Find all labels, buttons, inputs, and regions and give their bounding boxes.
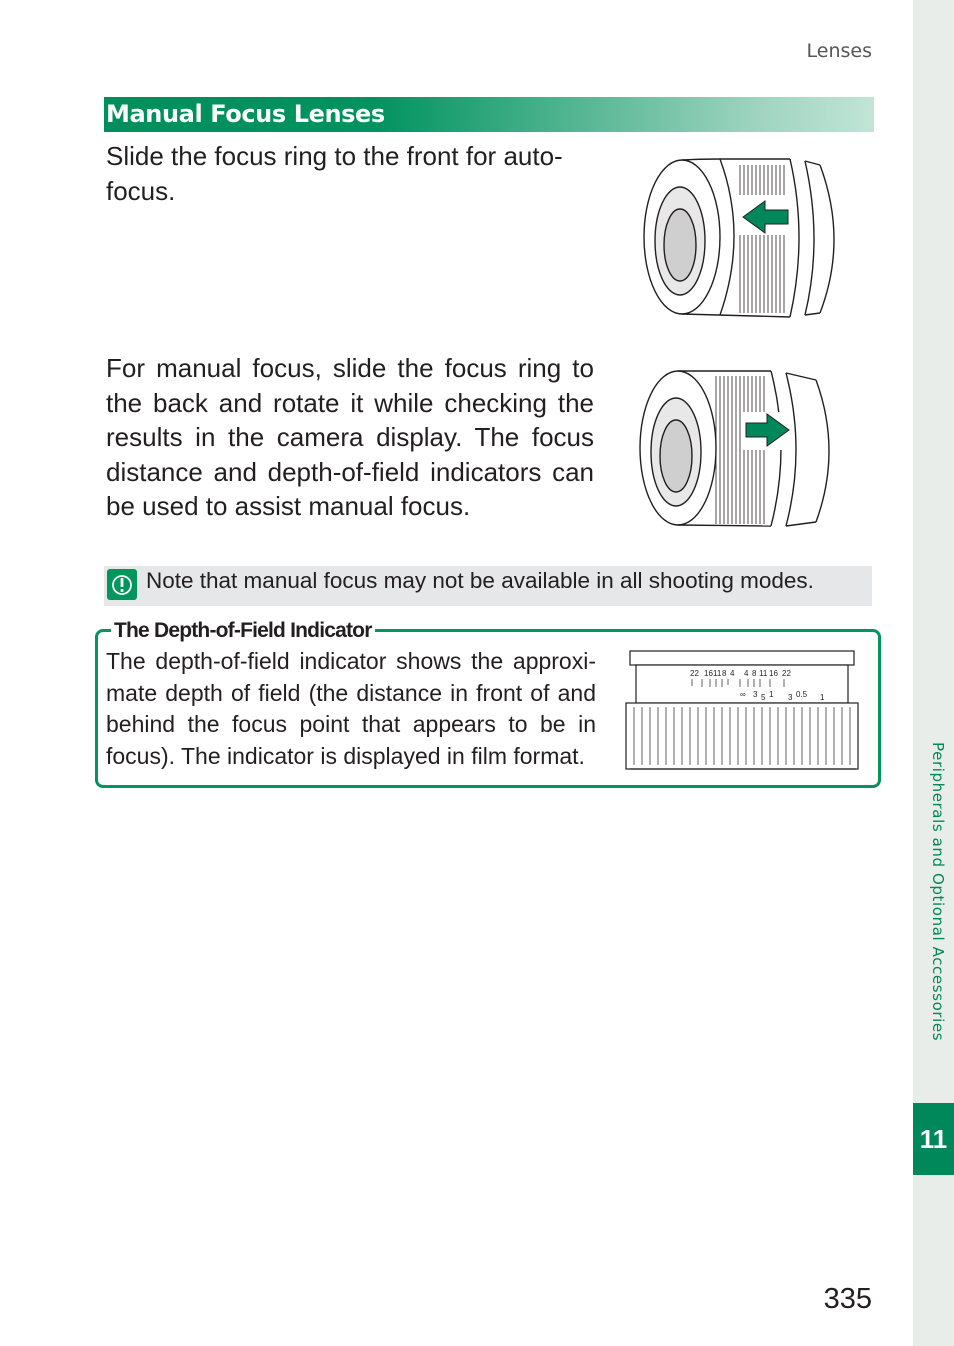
dof-scale-label-top: 8 <box>752 669 757 678</box>
note-text: Note that manual focus may not be available in all shooting modes. <box>146 568 814 593</box>
note-box <box>104 566 872 606</box>
lens-manual-focus-illustration <box>636 366 846 536</box>
page-number: 335 <box>823 1283 872 1315</box>
lens-autofocus-illustration <box>640 155 850 325</box>
section-title: Manual Focus Lenses <box>106 100 385 128</box>
dof-scale-label-top: 22 <box>782 669 791 678</box>
autofocus-paragraph: Slide the focus ring to the front for auto-focus. <box>106 141 563 206</box>
depth-of-field-box <box>95 619 881 788</box>
dof-scale-label-top: 16 <box>769 669 778 678</box>
dof-scale-label-top: 4 <box>744 669 749 678</box>
section-heading-bar <box>104 97 874 132</box>
running-header: Lenses <box>806 40 872 62</box>
depth-of-field-heading: The Depth-of-Field Indicator <box>111 618 375 644</box>
dof-scale-label-top: 8 <box>722 669 727 678</box>
chapter-title: Peripherals and Optional Accessories <box>929 742 947 1042</box>
dof-scale-label-top: 11 <box>759 669 768 678</box>
dof-scale-label-top: 16 <box>704 669 713 678</box>
dof-scale-label-top: 4 <box>730 669 735 678</box>
dof-scale-label-top: 22 <box>690 669 699 678</box>
dof-scale-label-bottom: 3 <box>788 693 793 702</box>
caution-icon <box>107 569 137 600</box>
dof-scale-label-top: 11 <box>713 669 722 678</box>
depth-of-field-text: The depth-of-field indicator shows the approxi-mate depth of field (the distance in front of and behind the focus point that appears to be in focus). The indicator is displayed in film format. <box>106 648 596 769</box>
dof-scale-label-bottom: 5 <box>761 693 766 702</box>
dof-scale-label-bottom: 3 <box>753 690 758 699</box>
dof-scale-label-bottom: 1 <box>820 693 825 702</box>
chapter-number: 11 <box>913 1103 954 1175</box>
dof-scale-label-bottom: 0.5 <box>796 690 808 699</box>
depth-of-field-scale-illustration <box>624 649 860 774</box>
manual-focus-paragraph: For manual focus, slide the focus ring to the back and rotate it while checking the results in the camera display. The focus distance and depth-of-field indicators can be used to assist manual focus. <box>106 353 594 521</box>
dof-scale-label-bottom: 1 <box>769 690 774 699</box>
dof-scale-label-bottom: ∞ <box>740 690 746 699</box>
chapter-side-tab <box>913 0 954 1346</box>
